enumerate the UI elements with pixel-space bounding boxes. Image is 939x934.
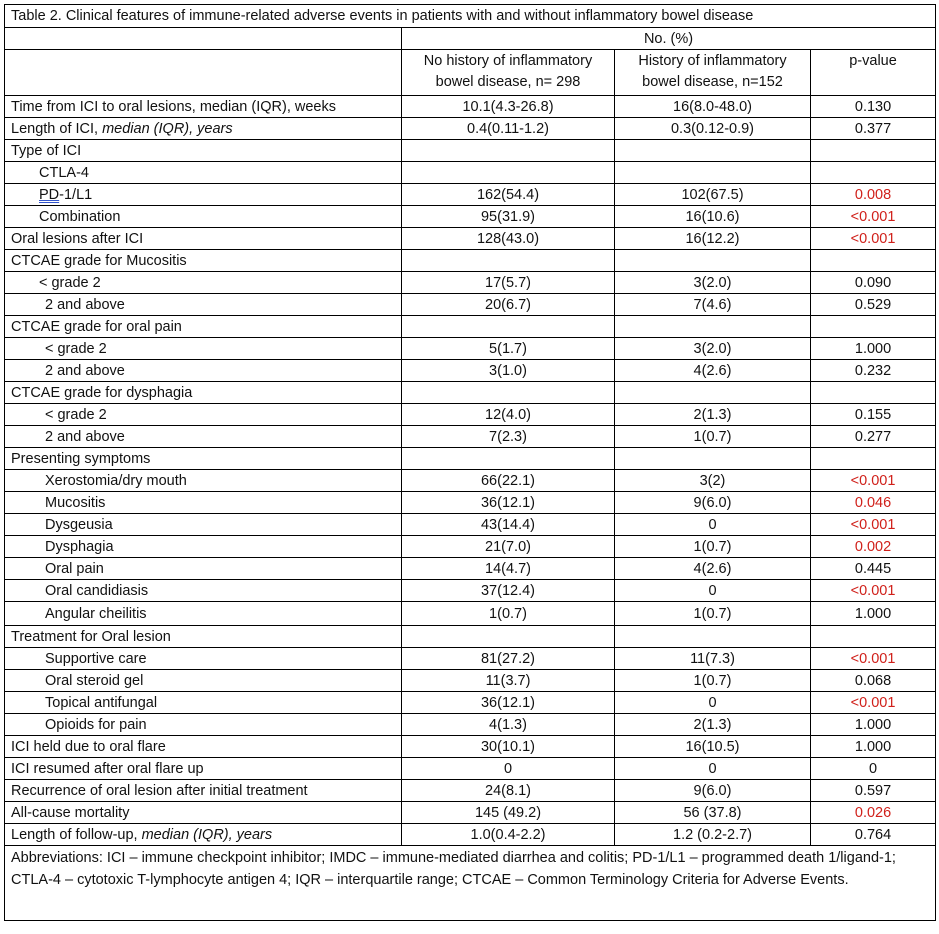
p-value [811, 162, 936, 184]
value-no-ibd: 11(3.7) [402, 670, 615, 692]
value-ibd [615, 250, 811, 272]
value-ibd: 0 [615, 758, 811, 780]
column-header-ibd: History of inflammatory bowel disease, n=152 [615, 50, 811, 96]
row-label: ICI held due to oral flare [5, 736, 402, 758]
table-row [5, 802, 936, 824]
row-label: CTLA-4 [5, 162, 402, 184]
row-label: Time from ICI to oral lesions, median (IQR), weeks [5, 96, 402, 118]
p-value: 0.008 [811, 184, 936, 206]
table-row [5, 360, 936, 382]
value-ibd [615, 382, 811, 404]
empty-header-cell [5, 28, 402, 50]
table-row [5, 382, 936, 404]
empty-header-cell [5, 50, 402, 96]
value-ibd: 11(7.3) [615, 648, 811, 670]
p-value: 0.090 [811, 272, 936, 294]
table-row [5, 448, 936, 470]
row-label: Opioids for pain [5, 714, 402, 736]
p-value: 0.377 [811, 118, 936, 140]
value-no-ibd [402, 140, 615, 162]
value-ibd: 16(10.6) [615, 206, 811, 228]
value-ibd: 9(6.0) [615, 780, 811, 802]
value-no-ibd: 24(8.1) [402, 780, 615, 802]
row-label: Dysphagia [5, 536, 402, 558]
table-row [5, 648, 936, 670]
row-label-main: Length of follow-up, [11, 826, 142, 843]
value-no-ibd [402, 626, 615, 648]
value-ibd: 16(12.2) [615, 228, 811, 250]
value-no-ibd: 21(7.0) [402, 536, 615, 558]
clinical-features-table [4, 4, 936, 921]
row-label: Presenting symptoms [5, 448, 402, 470]
value-no-ibd: 0 [402, 758, 615, 780]
table-row [5, 96, 936, 118]
table-row [5, 558, 936, 580]
row-label: Oral lesions after ICI [5, 228, 402, 250]
table-row [5, 162, 936, 184]
value-no-ibd: 36(12.1) [402, 692, 615, 714]
value-ibd: 3(2.0) [615, 272, 811, 294]
p-value: <0.001 [811, 228, 936, 250]
p-value [811, 250, 936, 272]
row-label-main: Length of ICI, [11, 120, 103, 137]
p-value: 0.002 [811, 536, 936, 558]
value-ibd [615, 448, 811, 470]
group-header-row [5, 28, 936, 50]
table-row [5, 250, 936, 272]
value-ibd: 0 [615, 514, 811, 536]
p-value: 0.026 [811, 802, 936, 824]
p-value: 1.000 [811, 338, 936, 360]
p-value [811, 316, 936, 338]
column-header-row [5, 50, 936, 96]
row-label: All-cause mortality [5, 802, 402, 824]
p-value [811, 382, 936, 404]
value-no-ibd: 128(43.0) [402, 228, 615, 250]
value-no-ibd: 10.1(4.3-26.8) [402, 96, 615, 118]
p-value: 1.000 [811, 714, 936, 736]
value-ibd: 9(6.0) [615, 492, 811, 514]
value-ibd: 3(2) [615, 470, 811, 492]
table-row [5, 140, 936, 162]
value-ibd: 3(2.0) [615, 338, 811, 360]
table-row [5, 714, 936, 736]
table-row [5, 206, 936, 228]
p-value: 0.445 [811, 558, 936, 580]
value-no-ibd [402, 382, 615, 404]
p-value: 0.529 [811, 294, 936, 316]
row-label: Type of ICI [5, 140, 402, 162]
row-label: 2 and above [5, 426, 402, 448]
value-no-ibd: 36(12.1) [402, 492, 615, 514]
table-frame [4, 4, 935, 930]
value-no-ibd: 37(12.4) [402, 580, 615, 602]
value-ibd: 4(2.6) [615, 558, 811, 580]
p-value [811, 140, 936, 162]
row-label: 2 and above [5, 294, 402, 316]
table-row [5, 602, 936, 626]
value-no-ibd: 14(4.7) [402, 558, 615, 580]
p-value: 0 [811, 758, 936, 780]
table-row [5, 118, 936, 140]
row-label: CTCAE grade for dysphagia [5, 382, 402, 404]
row-label: < grade 2 [5, 272, 402, 294]
p-value: 0.155 [811, 404, 936, 426]
footnote: Abbreviations: ICI – immune checkpoint inhibitor; IMDC – immune-mediated diarrhea and colitis; PD-1/L1 – programmed death 1/ligand-1; CTLA-4 – cytotoxic T-lymphocyte antigen 4; IQR – interquartile range; CTCAE – Common Terminology Criteria for Adverse Events. [5, 846, 936, 921]
value-no-ibd: 0.4(0.11-1.2) [402, 118, 615, 140]
value-ibd: 2(1.3) [615, 714, 811, 736]
row-label: CTCAE grade for oral pain [5, 316, 402, 338]
row-label: Topical antifungal [5, 692, 402, 714]
p-value: <0.001 [811, 514, 936, 536]
row-label [5, 118, 402, 140]
table-row [5, 670, 936, 692]
row-label [5, 184, 402, 206]
p-value: 0.277 [811, 426, 936, 448]
value-no-ibd [402, 250, 615, 272]
row-label: Oral pain [5, 558, 402, 580]
p-value: <0.001 [811, 580, 936, 602]
value-no-ibd: 4(1.3) [402, 714, 615, 736]
row-label: Supportive care [5, 648, 402, 670]
value-no-ibd [402, 448, 615, 470]
value-no-ibd: 5(1.7) [402, 338, 615, 360]
value-ibd: 56 (37.8) [615, 802, 811, 824]
table-row [5, 492, 936, 514]
table-row [5, 692, 936, 714]
row-label: Dysgeusia [5, 514, 402, 536]
row-label: Mucositis [5, 492, 402, 514]
table-row [5, 184, 936, 206]
p-value: <0.001 [811, 206, 936, 228]
p-value: 0.046 [811, 492, 936, 514]
table-row [5, 338, 936, 360]
value-ibd [615, 626, 811, 648]
p-value: 1.000 [811, 602, 936, 626]
value-no-ibd: 95(31.9) [402, 206, 615, 228]
value-ibd: 1(0.7) [615, 536, 811, 558]
value-no-ibd: 17(5.7) [402, 272, 615, 294]
value-no-ibd: 43(14.4) [402, 514, 615, 536]
value-no-ibd: 162(54.4) [402, 184, 615, 206]
p-value: 0.130 [811, 96, 936, 118]
value-no-ibd: 81(27.2) [402, 648, 615, 670]
table-row [5, 426, 936, 448]
value-ibd: 7(4.6) [615, 294, 811, 316]
table-row [5, 228, 936, 250]
value-ibd: 16(8.0-48.0) [615, 96, 811, 118]
value-ibd [615, 162, 811, 184]
row-label: ICI resumed after oral flare up [5, 758, 402, 780]
row-label: Xerostomia/dry mouth [5, 470, 402, 492]
row-label: < grade 2 [5, 404, 402, 426]
table-row [5, 470, 936, 492]
column-header-no-ibd: No history of inflammatory bowel disease, n= 298 [402, 50, 615, 96]
p-value: <0.001 [811, 648, 936, 670]
p-value: <0.001 [811, 692, 936, 714]
row-label-italic: median (IQR), years [141, 826, 273, 843]
row-label [5, 824, 402, 846]
value-no-ibd [402, 316, 615, 338]
table-row [5, 316, 936, 338]
p-value: 0.232 [811, 360, 936, 382]
row-label-abbrev: PD [39, 186, 60, 203]
value-ibd: 1(0.7) [615, 426, 811, 448]
table-caption: Table 2. Clinical features of immune-related adverse events in patients with and without inflammatory bowel disease [5, 5, 936, 28]
row-label: Treatment for Oral lesion [5, 626, 402, 648]
value-no-ibd: 20(6.7) [402, 294, 615, 316]
row-label: CTCAE grade for Mucositis [5, 250, 402, 272]
table-row [5, 514, 936, 536]
p-value: <0.001 [811, 470, 936, 492]
table-row [5, 294, 936, 316]
row-label: 2 and above [5, 360, 402, 382]
table-row [5, 536, 936, 558]
table-row [5, 824, 936, 846]
row-label-italic: median (IQR), years [102, 120, 233, 137]
value-ibd: 1.2 (0.2-2.7) [615, 824, 811, 846]
row-label: Recurrence of oral lesion after initial treatment [5, 780, 402, 802]
table-row [5, 758, 936, 780]
table-row [5, 272, 936, 294]
p-value: 0.764 [811, 824, 936, 846]
value-ibd: 0 [615, 580, 811, 602]
table-row [5, 404, 936, 426]
p-value: 1.000 [811, 736, 936, 758]
value-ibd: 0 [615, 692, 811, 714]
value-no-ibd: 66(22.1) [402, 470, 615, 492]
value-ibd: 2(1.3) [615, 404, 811, 426]
value-ibd: 102(67.5) [615, 184, 811, 206]
value-no-ibd [402, 162, 615, 184]
row-label: Oral steroid gel [5, 670, 402, 692]
table-row [5, 626, 936, 648]
value-ibd: 0.3(0.12-0.9) [615, 118, 811, 140]
row-label-rest: -1/L1 [59, 186, 93, 203]
caption-row [5, 5, 936, 28]
value-ibd: 1(0.7) [615, 670, 811, 692]
value-no-ibd: 1(0.7) [402, 602, 615, 626]
value-no-ibd: 12(4.0) [402, 404, 615, 426]
value-ibd: 4(2.6) [615, 360, 811, 382]
value-no-ibd: 3(1.0) [402, 360, 615, 382]
row-label: Oral candidiasis [5, 580, 402, 602]
table-row [5, 736, 936, 758]
p-value: 0.068 [811, 670, 936, 692]
row-label: < grade 2 [5, 338, 402, 360]
p-value: 0.597 [811, 780, 936, 802]
value-ibd [615, 140, 811, 162]
table-body [5, 96, 936, 846]
value-no-ibd: 30(10.1) [402, 736, 615, 758]
value-no-ibd: 145 (49.2) [402, 802, 615, 824]
table-row [5, 780, 936, 802]
column-header-p-value: p-value [811, 50, 936, 96]
table-row [5, 580, 936, 602]
value-ibd [615, 316, 811, 338]
value-ibd: 1(0.7) [615, 602, 811, 626]
p-value [811, 448, 936, 470]
p-value [811, 626, 936, 648]
group-header: No. (%) [402, 28, 936, 50]
row-label: Angular cheilitis [5, 602, 402, 626]
value-no-ibd: 1.0(0.4-2.2) [402, 824, 615, 846]
value-no-ibd: 7(2.3) [402, 426, 615, 448]
row-label: Combination [5, 206, 402, 228]
value-ibd: 16(10.5) [615, 736, 811, 758]
footnote-row [5, 846, 936, 921]
